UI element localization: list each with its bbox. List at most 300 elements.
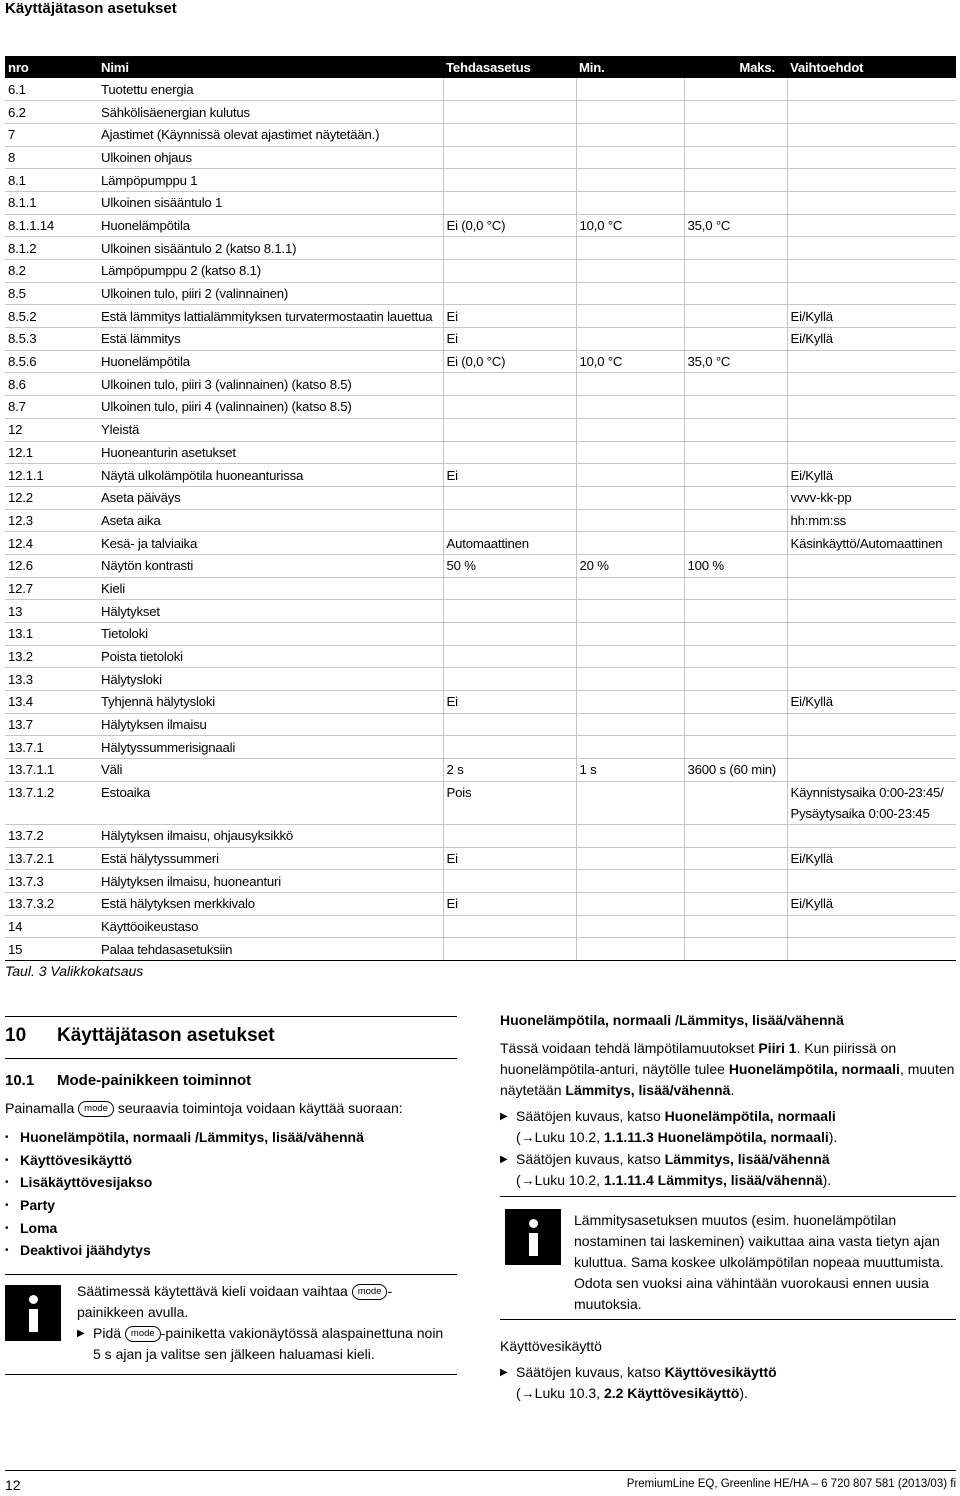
cell-min [576,938,684,961]
cell-vaihtoehdot [787,645,956,668]
room-temp-heading: Huonelämpötila, normaali /Lämmitys, lisää/vähennä [500,1012,844,1028]
cell-tehdasasetus [443,486,576,509]
cell-tehdasasetus: Automaattinen [443,532,576,555]
cell-maks [684,464,787,487]
cell-min [576,418,684,441]
cell-maks [684,691,787,714]
cell-nro: 13.7.3.2 [5,892,98,915]
cell-vaihtoehdot [787,123,956,146]
list-item: • Loma [5,1217,364,1240]
table-row [5,260,956,283]
table-row [5,759,956,782]
cell-vaihtoehdot [787,418,956,441]
cell-min [576,691,684,714]
cell-nimi: Näytä ulkolämpötila huoneanturissa [98,464,443,487]
cell-maks [684,123,787,146]
cell-nro: 8 [5,146,98,169]
cell-vaihtoehdot [787,736,956,759]
cell-vaihtoehdot: vvvv-kk-pp [787,486,956,509]
cell-nimi: Ulkoinen tulo, piiri 3 (valinnainen) (katso 8.5) [98,373,443,396]
page-number: 12 [5,1477,21,1493]
table-row [5,464,956,487]
cell-nro: 12.4 [5,532,98,555]
cell-nro: 7 [5,123,98,146]
cell-nro: 13.1 [5,623,98,646]
cell-tehdasasetus [443,736,576,759]
cell-tehdasasetus [443,623,576,646]
table-row [5,915,956,938]
cell-vaihtoehdot: Ei/Kyllä [787,328,956,351]
note-step-text: Pidä [93,1325,122,1341]
cell-nimi: Aseta aika [98,509,443,532]
cell-maks [684,713,787,736]
cell-vaihtoehdot [787,78,956,101]
cell-nro: 13.3 [5,668,98,691]
step-text-bold: 1.1.11.3 Huonelämpötila, normaali [603,1129,829,1145]
note-text: Säätimessä käytettävä kieli voidaan vaihtaa [77,1283,348,1299]
cell-vaihtoehdot [787,237,956,260]
cell-maks [684,509,787,532]
cell-nro: 8.5.2 [5,305,98,328]
cell-min [576,532,684,555]
room-temp-paragraph [500,1038,956,1101]
heating-note-text: Lämmitysasetuksen muutos (esim. huonelämpötilan nostaminen tai laskeminen) vaikuttaa aina vasta tietyn ajan kuluttua. Sama koskee ulkolämpötilan nopeaa muuttumista. Odota sen vuoksi aina vähintään vuorokausi ennen uusia muutoksia. [574,1212,944,1312]
cell-min [576,146,684,169]
cell-nimi: Ulkoinen ohjaus [98,146,443,169]
cell-vaihtoehdot: Käynnistysaika 0:00-23:45/ Pysäytysaika 0:00-23:45 [787,781,956,824]
cell-nimi: Palaa tehdasasetuksiin [98,938,443,961]
cell-maks [684,781,787,824]
cell-min [576,645,684,668]
step-text: ). [822,1172,832,1188]
cell-vaihtoehdot [787,870,956,893]
cell-tehdasasetus: Ei [443,691,576,714]
cell-tehdasasetus [443,577,576,600]
cell-maks [684,623,787,646]
cell-nimi: Ulkoinen sisääntulo 1 [98,191,443,214]
step-text-bold: Huonelämpötila, normaali [664,1108,836,1124]
cell-maks [684,577,787,600]
table-row [5,373,956,396]
para-text: . Kun piirissä on huonelämpötila-anturi, näytölle tulee [500,1040,897,1077]
footer-divider [5,1470,956,1471]
cell-maks [684,668,787,691]
subsection-number: 10.1 [5,1072,35,1089]
step-text-bold: 1.1.11.4 Lämmitys, lisää/vähennä [603,1172,823,1188]
note-text: -painikkeen avulla. [77,1283,393,1320]
note-step [77,1323,452,1365]
table-row [5,600,956,623]
table-row [5,146,956,169]
table-row [5,486,956,509]
cell-nimi: Lämpöpumppu 2 (katso 8.1) [98,260,443,283]
heating-note-box [500,1196,956,1320]
cell-tehdasasetus [443,373,576,396]
cell-nro: 14 [5,915,98,938]
section-divider [5,1016,457,1017]
cell-nro: 6.2 [5,101,98,124]
cell-nro: 13.7.1 [5,736,98,759]
cell-vaihtoehdot: Ei/Kyllä [787,691,956,714]
table-row [5,691,956,714]
table-row [5,623,956,646]
cell-tehdasasetus: Ei [443,847,576,870]
cell-nro: 8.1.1 [5,191,98,214]
table-row [5,282,956,305]
mode-button-icon: mode [125,1326,161,1342]
table-caption: Taul. 3 Valikkokatsaus [5,963,144,979]
step-item [500,1106,956,1148]
cell-tehdasasetus: Ei [443,892,576,915]
cell-min [576,577,684,600]
cell-nimi: Tyhjennä hälytysloki [98,691,443,714]
table-row [5,123,956,146]
cell-min [576,305,684,328]
cell-maks [684,328,787,351]
cell-nimi: Hälytyssummerisignaali [98,736,443,759]
cell-min [576,464,684,487]
cell-min [576,509,684,532]
cell-nro: 12.6 [5,554,98,577]
cell-vaihtoehdot [787,214,956,237]
section-heading [5,1025,457,1047]
cell-nimi: Hälytysloki [98,668,443,691]
cell-tehdasasetus: Ei (0,0 °C) [443,350,576,373]
cell-vaihtoehdot [787,146,956,169]
cell-nimi: Lämpöpumppu 1 [98,169,443,192]
cell-maks [684,191,787,214]
table-row [5,350,956,373]
cell-tehdasasetus [443,260,576,283]
table-row [5,101,956,124]
cell-nimi: Poista tietoloki [98,645,443,668]
cell-min [576,169,684,192]
cell-maks [684,892,787,915]
cell-nimi: Kieli [98,577,443,600]
intro-text-before: Painamalla [5,1100,75,1116]
cell-nro: 8.6 [5,373,98,396]
list-item: • Deaktivoi jäähdytys [5,1239,364,1262]
cell-tehdasasetus [443,282,576,305]
section-number: 10 [5,1025,27,1046]
col-header-nimi: Nimi [98,56,443,78]
cell-nro: 13 [5,600,98,623]
cell-nimi: Aseta päiväys [98,486,443,509]
cell-vaihtoehdot [787,668,956,691]
cell-vaihtoehdot [787,554,956,577]
cell-maks: 35,0 °C [684,214,787,237]
table-row [5,892,956,915]
section-title: Käyttäjätason asetukset [57,1025,275,1046]
list-item: • Käyttövesikäyttö [5,1149,364,1172]
subsection-title: Mode-painikkeen toiminnot [57,1072,252,1089]
cell-nimi: Ulkoinen tulo, piiri 2 (valinnainen) [98,282,443,305]
cell-min [576,600,684,623]
cell-nro: 12.1 [5,441,98,464]
cell-nimi: Väli [98,759,443,782]
table-row [5,668,956,691]
step-text: Säätöjen kuvaus, katso [516,1108,665,1124]
cell-vaihtoehdot [787,169,956,192]
subsection-heading [5,1072,251,1089]
table-body [5,78,956,960]
right-column [500,1010,956,1191]
cell-min: 1 s [576,759,684,782]
table-row [5,824,956,847]
cell-nimi: Estä hälytyssummeri [98,847,443,870]
cell-vaihtoehdot [787,938,956,961]
cell-tehdasasetus [443,870,576,893]
table-row [5,441,956,464]
cell-tehdasasetus [443,938,576,961]
cell-maks [684,418,787,441]
mode-button-icon: mode [352,1284,388,1300]
cell-nro: 12 [5,418,98,441]
cell-nro: 8.5.3 [5,328,98,351]
cell-tehdasasetus: Pois [443,781,576,824]
table-row [5,191,956,214]
table-row [5,736,956,759]
cell-maks [684,486,787,509]
cell-nimi: Estä hälytyksen merkkivalo [98,892,443,915]
cell-min: 10,0 °C [576,214,684,237]
cell-min [576,328,684,351]
para-text-bold: Lämmitys, lisää/vähennä [565,1082,731,1098]
cell-min [576,237,684,260]
step-text: ). [739,1385,748,1401]
intro-text-after: seuraavia toimintoja voidaan käyttää suoraan: [117,1100,403,1116]
cell-tehdasasetus [443,237,576,260]
cell-min [576,441,684,464]
cell-vaihtoehdot [787,396,956,419]
cell-vaihtoehdot [787,713,956,736]
cell-nro: 13.7.3 [5,870,98,893]
cell-tehdasasetus [443,509,576,532]
cell-vaihtoehdot [787,191,956,214]
cell-nimi: Tuotettu energia [98,78,443,101]
cell-maks [684,736,787,759]
info-icon [5,1285,61,1341]
table-row [5,781,956,824]
step-text-bold: Käyttövesikäyttö [664,1364,777,1380]
cell-tehdasasetus [443,713,576,736]
table-row [5,938,956,961]
list-item: • Huonelämpötila, normaali /Lämmitys, lisää/vähennä [5,1126,364,1149]
col-header-tehdasasetus: Tehdasasetus [443,56,576,78]
cell-min [576,373,684,396]
step-text-bold: 2.2 Käyttövesikäyttö [603,1385,740,1401]
cell-nro: 8.1.2 [5,237,98,260]
section-heading-rule [5,1058,457,1059]
cell-nimi: Ulkoinen tulo, piiri 4 (valinnainen) (katso 8.5) [98,396,443,419]
cell-nimi: Estä lämmitys lattialämmityksen turvatermostaatin lauettua [98,305,443,328]
cell-nro: 8.1.1.14 [5,214,98,237]
table-row [5,554,956,577]
table-row [5,78,956,101]
cell-tehdasasetus [443,824,576,847]
cell-min [576,847,684,870]
cell-maks: 100 % [684,554,787,577]
cell-nimi: Huonelämpötila [98,350,443,373]
cell-nimi: Hälytyksen ilmaisu, huoneanturi [98,870,443,893]
step-text: (→Luku 10.2, [516,1172,604,1188]
cell-min [576,191,684,214]
table-row [5,214,956,237]
cell-nimi: Sähkölisäenergian kulutus [98,101,443,124]
cell-min [576,623,684,646]
cell-tehdasasetus: 2 s [443,759,576,782]
cell-nro: 12.1.1 [5,464,98,487]
cell-nimi: Tietoloki [98,623,443,646]
cell-nro: 12.7 [5,577,98,600]
cell-nimi: Hälytyksen ilmaisu [98,713,443,736]
cell-vaihtoehdot [787,824,956,847]
cell-tehdasasetus: Ei (0,0 °C) [443,214,576,237]
cell-vaihtoehdot [787,623,956,646]
cell-nro: 13.7.1.2 [5,781,98,824]
table-row [5,237,956,260]
para-text-bold: Huonelämpötila, normaali [728,1061,900,1077]
cell-tehdasasetus [443,101,576,124]
page-header: Käyttäjätason asetukset [5,0,177,17]
table-row [5,418,956,441]
cell-vaihtoehdot: Ei/Kyllä [787,847,956,870]
cell-nimi: Ajastimet (Käynnissä olevat ajastimet näytetään.) [98,123,443,146]
cell-nro: 8.5.6 [5,350,98,373]
cell-nimi: Huoneanturin asetukset [98,441,443,464]
cell-min [576,824,684,847]
language-note-box [5,1274,457,1375]
cell-vaihtoehdot: Käsinkäyttö/Automaattinen [787,532,956,555]
cell-nimi: Kesä- ja talviaika [98,532,443,555]
para-text: . [730,1082,735,1098]
table-row [5,577,956,600]
cell-maks [684,870,787,893]
cell-nro: 6.1 [5,78,98,101]
cell-nro: 13.7.1.1 [5,759,98,782]
cell-vaihtoehdot [787,350,956,373]
cell-maks [684,282,787,305]
cell-nimi: Näytön kontrasti [98,554,443,577]
col-header-maks: Maks. [684,56,787,78]
cell-min [576,396,684,419]
menu-overview-table [5,56,956,961]
cell-nro: 15 [5,938,98,961]
table-row [5,532,956,555]
note-line [77,1281,452,1323]
cell-nimi: Ulkoinen sisääntulo 2 (katso 8.1.1) [98,237,443,260]
para-text: , muuten näytetään [500,1061,955,1098]
cell-min [576,915,684,938]
cell-vaihtoehdot: Ei/Kyllä [787,464,956,487]
cell-nro: 8.2 [5,260,98,283]
cell-maks [684,237,787,260]
cell-nimi: Käyttöoikeustaso [98,915,443,938]
cell-nro: 12.2 [5,486,98,509]
cell-tehdasasetus [443,396,576,419]
cell-maks [684,101,787,124]
cell-maks [684,146,787,169]
cell-nro: 13.7 [5,713,98,736]
cell-tehdasasetus [443,441,576,464]
cell-nimi: Yleistä [98,418,443,441]
cell-min [576,123,684,146]
cell-nimi: Hälytyksen ilmaisu, ohjausyksikkö [98,824,443,847]
cell-vaihtoehdot [787,577,956,600]
cell-tehdasasetus: 50 % [443,554,576,577]
cell-min [576,736,684,759]
cell-tehdasasetus [443,418,576,441]
col-header-vaihtoehdot: Vaihtoehdot [787,56,956,78]
cell-min [576,101,684,124]
col-header-nro: nro [5,56,98,78]
cell-nro: 13.7.2.1 [5,847,98,870]
cell-nro: 8.7 [5,396,98,419]
cell-vaihtoehdot [787,260,956,283]
step-item [500,1362,956,1404]
cell-vaihtoehdot: Ei/Kyllä [787,305,956,328]
cell-tehdasasetus [443,78,576,101]
cell-tehdasasetus [443,123,576,146]
document-id: PremiumLine EQ, Greenline HE/HA – 6 720 807 581 (2013/03) fi [626,1478,956,1490]
cell-tehdasasetus [443,146,576,169]
table-row [5,396,956,419]
info-icon [505,1209,561,1265]
cell-vaihtoehdot [787,915,956,938]
cell-min [576,892,684,915]
cell-maks [684,260,787,283]
cell-min [576,260,684,283]
cell-min [576,713,684,736]
cell-min [576,282,684,305]
cell-min [576,870,684,893]
cell-nimi: Hälytykset [98,600,443,623]
cell-maks [684,532,787,555]
step-text: (→Luku 10.3, [516,1385,604,1401]
cell-min [576,78,684,101]
cell-tehdasasetus: Ei [443,464,576,487]
cell-vaihtoehdot: hh:mm:ss [787,509,956,532]
para-text-bold: Piiri 1 [758,1040,797,1056]
cell-maks [684,915,787,938]
cell-maks [684,824,787,847]
mode-button-icon: mode [78,1101,114,1117]
cell-maks [684,938,787,961]
cell-maks [684,78,787,101]
table-row [5,713,956,736]
cell-nimi: Huonelämpötila [98,214,443,237]
table-row [5,169,956,192]
cell-nro: 12.3 [5,509,98,532]
cell-tehdasasetus [443,668,576,691]
cell-min: 20 % [576,554,684,577]
cell-vaihtoehdot: Ei/Kyllä [787,892,956,915]
cell-min [576,668,684,691]
cell-tehdasasetus: Ei [443,328,576,351]
step-text: Säätöjen kuvaus, katso [516,1364,665,1380]
cell-tehdasasetus [443,915,576,938]
cell-maks: 35,0 °C [684,350,787,373]
col-header-min: Min. [576,56,684,78]
cell-nro: 13.2 [5,645,98,668]
cell-min [576,781,684,824]
cell-maks [684,396,787,419]
cell-vaihtoehdot [787,441,956,464]
cell-maks [684,373,787,396]
step-text-bold: Lämmitys, lisää/vähennä [664,1151,830,1167]
cell-nro: 13.4 [5,691,98,714]
table-row [5,870,956,893]
